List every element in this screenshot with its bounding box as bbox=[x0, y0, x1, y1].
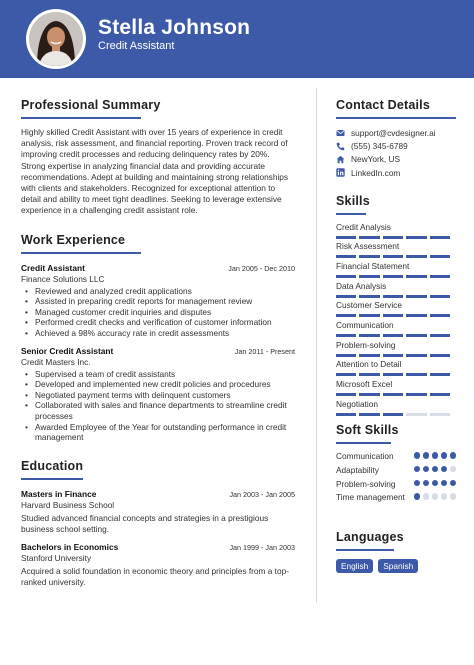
skill-level-segment bbox=[430, 373, 450, 376]
skill-item bbox=[336, 399, 456, 419]
skill-level-bar bbox=[336, 393, 456, 396]
skill-name: Data Analysis bbox=[336, 280, 387, 291]
contact-text: (555) 345-6789 bbox=[351, 141, 408, 152]
rating-dot bbox=[432, 452, 438, 458]
section-title: Work Experience bbox=[21, 232, 126, 247]
education-section bbox=[21, 457, 295, 588]
skill-level-bar bbox=[336, 413, 456, 416]
soft-skill-rating bbox=[414, 480, 456, 486]
skill-level-bar bbox=[336, 255, 456, 258]
skill-name: Microsoft Excel bbox=[336, 379, 393, 390]
rating-dot bbox=[441, 480, 447, 486]
rating-dot bbox=[432, 480, 438, 486]
skill-item bbox=[336, 379, 456, 399]
skill-item bbox=[336, 281, 456, 301]
skill-level-segment bbox=[383, 314, 403, 317]
skill-level-bar bbox=[336, 334, 456, 337]
section-underline bbox=[336, 442, 391, 444]
skill-name: Risk Assessment bbox=[336, 241, 400, 252]
skill-level-segment bbox=[336, 413, 356, 416]
soft-skill-rating bbox=[414, 452, 456, 458]
contact-text: LinkedIn.com bbox=[351, 167, 401, 178]
job-dates: Jan 2005 - Dec 2010 bbox=[228, 263, 295, 273]
skill-level-segment bbox=[383, 413, 403, 416]
linkedin-icon bbox=[336, 168, 345, 177]
job-bullet: • Collaborated with sales and finance departments to streamline credit processes bbox=[21, 400, 295, 421]
skill-level-segment bbox=[336, 373, 356, 376]
skill-level-segment bbox=[430, 236, 450, 239]
section-title: Education bbox=[21, 458, 84, 473]
skill-level-segment bbox=[383, 255, 403, 258]
rating-dot bbox=[414, 466, 420, 472]
rating-dot bbox=[432, 493, 438, 499]
languages-section bbox=[336, 528, 456, 573]
section-underline bbox=[21, 117, 141, 119]
skill-item bbox=[336, 340, 456, 360]
skill-level-segment bbox=[406, 334, 426, 337]
summary-section bbox=[21, 96, 295, 217]
soft-skill-name: Communication bbox=[336, 451, 394, 462]
skill-level-bar bbox=[336, 236, 456, 239]
skill-level-segment bbox=[406, 255, 426, 258]
soft-skills-section bbox=[336, 421, 456, 514]
skill-level-segment bbox=[336, 314, 356, 317]
skill-level-segment bbox=[406, 314, 426, 317]
section-underline bbox=[21, 252, 141, 254]
section-underline bbox=[336, 549, 394, 551]
candidate-role: Credit Assistant bbox=[98, 40, 175, 52]
skill-level-segment bbox=[430, 275, 450, 278]
language-list bbox=[336, 559, 456, 573]
column-divider bbox=[316, 88, 317, 603]
skill-level-segment bbox=[383, 236, 403, 239]
degree-title: Masters in Finance bbox=[21, 488, 97, 499]
rating-dot bbox=[450, 493, 456, 499]
skill-level-segment bbox=[406, 393, 426, 396]
skill-level-segment bbox=[359, 236, 379, 239]
section-title: Contact Details bbox=[336, 98, 430, 112]
rating-dot bbox=[441, 466, 447, 472]
education-dates: Jan 1999 - Jan 2003 bbox=[229, 542, 295, 552]
skill-level-bar bbox=[336, 314, 456, 317]
skill-level-segment bbox=[359, 354, 379, 357]
job-bullet: • Negotiated payment terms with delinquent customers bbox=[21, 390, 295, 401]
avatar bbox=[26, 9, 86, 69]
skill-level-segment bbox=[359, 314, 379, 317]
school-name: Harvard Business School bbox=[21, 499, 115, 510]
phone-icon bbox=[336, 142, 345, 151]
rating-dot bbox=[441, 452, 447, 458]
soft-skills-list bbox=[336, 451, 456, 514]
skill-level-segment bbox=[406, 275, 426, 278]
skill-name: Attention to Detail bbox=[336, 359, 402, 370]
skill-level-segment bbox=[406, 236, 426, 239]
skill-level-segment bbox=[359, 413, 379, 416]
rating-dot bbox=[414, 452, 420, 458]
skills-list bbox=[336, 222, 456, 419]
skills-section bbox=[336, 192, 456, 419]
sidebar-column bbox=[336, 96, 456, 573]
job-title: Senior Credit Assistant bbox=[21, 345, 114, 356]
skill-level-bar bbox=[336, 295, 456, 298]
section-title: Soft Skills bbox=[336, 423, 399, 438]
skill-level-segment bbox=[430, 314, 450, 317]
email-icon bbox=[336, 128, 345, 137]
job-company: Finance Solutions LLC bbox=[21, 273, 105, 284]
skill-level-segment bbox=[359, 295, 379, 298]
skill-level-segment bbox=[336, 255, 356, 258]
rating-dot bbox=[441, 493, 447, 499]
job-bullet: • Reviewed and analyzed credit applications bbox=[21, 286, 295, 297]
skill-name: Credit Analysis bbox=[336, 221, 391, 232]
skill-level-segment bbox=[336, 354, 356, 357]
contact-linkedin[interactable] bbox=[336, 166, 456, 179]
skill-level-segment bbox=[430, 413, 450, 416]
job-bullet: • Managed customer credit inquiries and disputes bbox=[21, 307, 295, 318]
job-dates: Jan 2011 - Present bbox=[234, 346, 295, 356]
skill-level-segment bbox=[383, 393, 403, 396]
soft-skill-name: Time management bbox=[336, 492, 405, 503]
profile-photo bbox=[29, 12, 83, 66]
skill-item bbox=[336, 222, 456, 242]
rating-dot bbox=[450, 452, 456, 458]
rating-dot bbox=[423, 480, 429, 486]
skill-level-segment bbox=[383, 354, 403, 357]
job-bullet: • Awarded Employee of the Year for outstanding performance in credit management bbox=[21, 422, 295, 443]
contact-location bbox=[336, 153, 456, 166]
job-title: Credit Assistant bbox=[21, 262, 85, 273]
job-bullets bbox=[21, 369, 295, 443]
rating-dot bbox=[414, 480, 420, 486]
skill-level-segment bbox=[406, 295, 426, 298]
job-bullet: • Achieved a 98% accuracy rate in credit assessments bbox=[21, 328, 295, 339]
skill-level-segment bbox=[430, 354, 450, 357]
soft-skill-rating bbox=[414, 466, 456, 472]
job-entry bbox=[21, 346, 295, 443]
section-underline bbox=[21, 478, 83, 480]
education-entry bbox=[21, 542, 295, 588]
skill-name: Problem-solving bbox=[336, 339, 396, 350]
contact-text: NewYork, US bbox=[351, 154, 401, 165]
skill-item bbox=[336, 300, 456, 320]
section-title: Professional Summary bbox=[21, 98, 161, 112]
rating-dot bbox=[423, 466, 429, 472]
experience-section bbox=[21, 231, 295, 443]
rating-dot bbox=[423, 493, 429, 499]
skill-name: Negotiation bbox=[336, 398, 378, 409]
section-underline bbox=[336, 117, 456, 119]
job-entry bbox=[21, 263, 295, 339]
skill-level-segment bbox=[430, 393, 450, 396]
skill-level-bar bbox=[336, 354, 456, 357]
skill-item bbox=[336, 261, 456, 281]
soft-skill-name: Problem-solving bbox=[336, 478, 396, 489]
language-badge: Spanish bbox=[378, 559, 418, 573]
skill-level-segment bbox=[383, 373, 403, 376]
skill-level-segment bbox=[430, 255, 450, 258]
skill-level-segment bbox=[359, 275, 379, 278]
job-bullets bbox=[21, 286, 295, 339]
contact-email[interactable] bbox=[336, 126, 456, 139]
education-description: Acquired a solid foundation in economic theory and principles from a top-ranked university. bbox=[21, 565, 289, 587]
skill-level-segment bbox=[430, 334, 450, 337]
education-dates: Jan 2003 - Jan 2005 bbox=[229, 489, 295, 499]
skill-level-segment bbox=[383, 275, 403, 278]
skill-level-segment bbox=[336, 334, 356, 337]
soft-skill-rating bbox=[414, 493, 456, 499]
contact-section bbox=[336, 96, 456, 180]
soft-skill-item bbox=[336, 479, 456, 493]
job-bullet: • Assisted in preparing credit reports for management review bbox=[21, 296, 295, 307]
skill-name: Financial Statement bbox=[336, 260, 410, 271]
school-name: Stanford University bbox=[21, 552, 92, 563]
rating-dot bbox=[450, 466, 456, 472]
resume-header bbox=[0, 0, 474, 78]
skill-level-segment bbox=[430, 295, 450, 298]
contact-phone[interactable] bbox=[336, 139, 456, 152]
section-title: Skills bbox=[336, 193, 370, 208]
skill-level-bar bbox=[336, 373, 456, 376]
skill-level-segment bbox=[336, 275, 356, 278]
skill-level-segment bbox=[359, 373, 379, 376]
skill-level-segment bbox=[406, 373, 426, 376]
soft-skill-item bbox=[336, 465, 456, 479]
skill-name: Communication bbox=[336, 320, 394, 330]
main-column bbox=[21, 96, 295, 588]
section-title: Languages bbox=[336, 530, 404, 545]
skill-level-segment bbox=[336, 393, 356, 396]
skill-level-segment bbox=[359, 393, 379, 396]
rating-dot bbox=[450, 480, 456, 486]
rating-dot bbox=[423, 452, 429, 458]
education-description: Studied advanced financial concepts and strategies in a prestigious business school setting. bbox=[21, 512, 269, 534]
soft-skill-name: Adaptability bbox=[336, 465, 379, 476]
contact-text: support@cvdesigner.ai bbox=[351, 127, 436, 138]
skill-level-segment bbox=[383, 295, 403, 298]
education-entry bbox=[21, 489, 295, 535]
rating-dot bbox=[432, 466, 438, 472]
skill-level-segment bbox=[336, 236, 356, 239]
soft-skill-item bbox=[336, 492, 456, 514]
soft-skill-item bbox=[336, 451, 456, 465]
skill-name: Customer Service bbox=[336, 300, 402, 311]
skill-level-segment bbox=[383, 334, 403, 337]
skill-level-segment bbox=[336, 295, 356, 298]
language-badge: English bbox=[336, 559, 373, 573]
summary-text: Highly skilled Credit Assistant with over 15 years of experience in credit analysis, risk assessment, and financial reporting. Proven track record of improving credit processes and reducing delinquency rates by 20%. Strong expertise in analyzing financial data and providing accurate recommendations. Adept at building and maintaining strong relationships with clients and stakeholders. Recognized for exceptional attention to detail and ability to meet tight deadlines. Seeking to leverage extensive experience in a challenging credit assistant role. bbox=[21, 127, 289, 216]
skill-level-segment bbox=[406, 413, 426, 416]
section-underline bbox=[336, 213, 366, 215]
skill-item bbox=[336, 359, 456, 379]
job-company: Credit Masters Inc. bbox=[21, 356, 91, 367]
job-bullet: • Performed credit checks and verification of customer information bbox=[21, 317, 295, 328]
skill-item bbox=[336, 320, 456, 340]
home-icon bbox=[336, 155, 345, 164]
skill-level-segment bbox=[406, 354, 426, 357]
job-bullet: • Supervised a team of credit assistants bbox=[21, 369, 295, 380]
rating-dot bbox=[414, 493, 420, 499]
skill-item bbox=[336, 241, 456, 261]
skill-level-segment bbox=[359, 334, 379, 337]
skill-level-segment bbox=[359, 255, 379, 258]
candidate-name: Stella Johnson bbox=[98, 16, 251, 39]
degree-title: Bachelors in Economics bbox=[21, 541, 119, 552]
job-bullet: • Developed and implemented new credit policies and procedures bbox=[21, 379, 295, 390]
skill-level-bar bbox=[336, 275, 456, 278]
